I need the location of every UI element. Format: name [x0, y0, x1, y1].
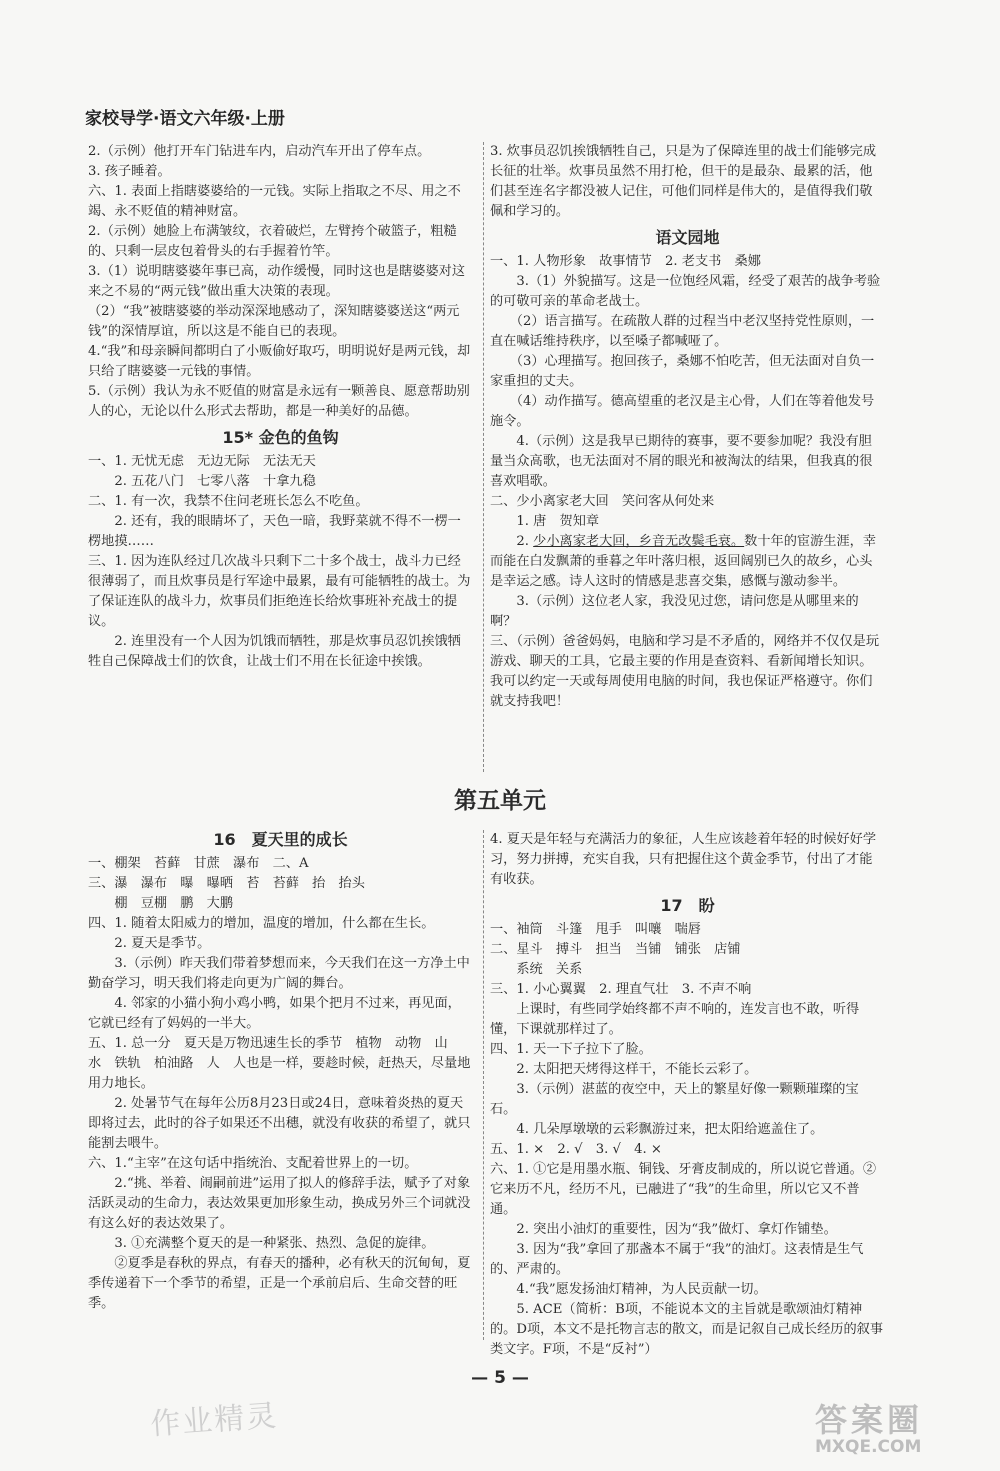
text-line: [490, 532, 885, 592]
text-fragment: 2.: [490, 534, 534, 549]
text-line: 4. 邻家的小猫小狗小鸡小鸭，如果个把月不过来，再见面，它就已经有了妈妈的一半大。: [88, 996, 461, 1031]
text-line: 2. 连里没有一个人因为饥饿而牺牲，那是炊事员忍饥挨饿牺牲自己保障战士们的饮食，让战士们不用在长征途中挨饿。: [88, 634, 461, 669]
text-line: 四、1. 天一下子拉下了脸。: [490, 1042, 652, 1057]
right-bottom-column: [490, 830, 885, 1360]
text-line: 六、1. 表面上指瞎婆婆给的一元钱。实际上指取之不尽、用之不竭、永不贬值的精神财富。: [88, 184, 461, 219]
text-line: 2. 还有，我的眼睛坏了，天色一暗，我野菜就不得不一楞一楞地摸……: [88, 514, 461, 549]
watermark-cn: 答案圈: [815, 1401, 924, 1439]
text-line: 一、袖筒 斗篷 甩手 叫嚷 喘唇: [490, 922, 701, 937]
text-line: 2.（示例）他打开车门钻进车内，启动汽车开出了停车点。: [88, 144, 431, 159]
page-number: — 5 —: [471, 1368, 529, 1388]
text-line: （3）心理描写。抱回孩子，桑娜不怕吃苦，但无法面对自负一家重担的丈夫。: [490, 354, 875, 389]
text-line: 三、1. 因为连队经过几次战斗只剩下二十多个战士，战斗力已经很薄弱了，而且炊事员是行军途中最累，最有可能牺牲的战士。为了保证连队的战斗力，炊事员们拒绝连长给炊事班补充战士的提议。: [88, 554, 471, 629]
text-line: 三、瀑 瀑布 曝 曝晒 苔 苔藓 抬 抬头: [88, 876, 365, 891]
text-line: 2. 处暑节气在每年公历8月23日或24日，意味着炎热的夏天即将过去，此时的谷子如果还不出穗，就没有收获的希望了，就只能割去喂牛。: [88, 1096, 471, 1151]
left-bottom-column: [88, 830, 473, 1314]
text-line: 3.（示例）昨天我们带着梦想而来，今天我们在这一方净土中勤奋学习，明天我们将走向更为广阔的舞台。: [88, 956, 470, 991]
text-line: 五、1. × 2. √ 3. √ 4. ×: [490, 1142, 662, 1157]
text-line: 五、1. 总一分 夏天是万物迅速生长的季节 植物 动物 山 水 铁轨 柏油路 人 人也是一样，要趁时候，赶热天，尽量地用力地长。: [88, 1036, 471, 1091]
page-header: 家校导学·语文六年级·上册: [85, 109, 285, 129]
section-title-17: 17 盼: [660, 896, 715, 915]
section-title-15: 15* 金色的鱼钩: [222, 428, 339, 447]
text-line: 六、1.“主宰”在这句话中指统治、支配着世界上的一切。: [88, 1156, 418, 1171]
watermark-logo: [815, 1395, 980, 1465]
text-line: 1. 唐 贺知章: [490, 514, 600, 529]
text-line: 二、1. 有一次，我禁不住问老班长怎么不吃鱼。: [88, 494, 369, 509]
text-line: 5.（示例）我认为永不贬值的财富是永远有一颗善良、愿意帮助别人的心，无论以什么形式去帮助，都是一种美好的品德。: [88, 384, 470, 419]
text-line: 上课时，有些同学始终都不声不响的，连发言也不敢，听得懂，下课就那样过了。: [490, 1002, 860, 1037]
text-line: （2）语言描写。在疏散人群的过程当中老汉坚持党性原则，一直在喊话维持秩序，以至嗓子都喊哑了。: [490, 314, 875, 349]
text-line: 5. ACE（简析：B项，不能说本文的主旨就是歌颂油灯精神的。D项，本文不是托物言志的散文，而是记叙自己成长经历的叙事类文字。F项，不是“反衬”）: [490, 1302, 884, 1357]
unit-title: 第五单元: [454, 788, 546, 814]
text-line: ②夏季是春秋的界点，有春天的播种，必有秋天的沉甸甸，夏季传递着下一个季节的希望，正是一个承前启后、生命交替的旺季。: [88, 1256, 471, 1311]
text-line: 一、棚架 苔藓 甘蔗 瀑布 二、A: [88, 856, 309, 871]
text-line: 2.“挑、举着、闹嗣前进”运用了拟人的修辞手法，赋予了对象活跃灵动的生命力，表达效果更加形象生动，换成另外三个词就没有这么好的表达效果了。: [88, 1176, 471, 1231]
watermark-en: MXQE.COM: [815, 1437, 922, 1457]
text-line: 4.“我”愿发扬油灯精神，为人民贡献一切。: [490, 1282, 767, 1297]
text-line: 三、（示例）爸爸妈妈，电脑和学习是不矛盾的，网络并不仅仅是玩游戏、聊天的工具，它最主要的作用是查资料、看新闻增长知识。我可以约定一天或每周使用电脑的时间，我也保证严格遵守。你们就支持我吧！: [490, 634, 880, 709]
column-divider-bottom: [483, 830, 484, 1340]
text-line: 3.（示例）这位老人家，我没见过您，请问您是从哪里来的啊？: [490, 594, 859, 629]
text-line: 2.（示例）她脸上布满皱纹，衣着破烂，左臂挎个破篮子，粗糙的、只剩一层皮包着骨头的右手握着竹竿。: [88, 224, 457, 259]
text-line: 2. 太阳把天烤得这样干，不能长云彩了。: [490, 1062, 758, 1077]
column-divider-top: [483, 142, 484, 772]
text-line: 3. 因为“我”拿回了那盏本不属于“我”的油灯。这表情是生气的、严肃的。: [490, 1242, 864, 1277]
text-line: 四、1. 随着太阳威力的增加，温度的增加，什么都在生长。: [88, 916, 435, 931]
left-top-column: [88, 142, 473, 672]
text-line: 4. 几朵厚墩墩的云彩飘游过来，把太阳给遮盖住了。: [490, 1122, 824, 1137]
text-line: 3. 孩子睡着。: [88, 164, 171, 179]
text-line: 2. 五花八门 七零八落 十拿九稳: [88, 474, 316, 489]
text-line: 系统 关系: [490, 962, 583, 977]
text-line: 4.（示例）这是我早已期待的赛事，要不要参加呢？我没有胆量当众高歌，也无法面对不屑的眼光和被淘汰的结果，但我真的很喜欢唱歌。: [490, 434, 873, 489]
section-title-ywyd: 语文园地: [655, 228, 720, 247]
text-line: 2. 突出小油灯的重要性，因为“我”做灯、拿灯作铺垫。: [490, 1222, 837, 1237]
section-title-16: 16 夏天里的成长: [213, 830, 348, 849]
text-line: 二、少小离家老大回 笑问客从何处来: [490, 494, 715, 509]
text-line: 4. 夏天是年轻与充满活力的象征，人生应该趁着年轻的时候好好学习，努力拼搏，充实自我，只有把握住这个黄金季节，付出了才能有收获。: [490, 832, 877, 887]
text-line: 三、1. 小心翼翼 2. 理直气壮 3. 不声不响: [490, 982, 752, 997]
text-line: 3. ①充满整个夏天的是一种紧张、热烈、急促的旋律。: [88, 1236, 435, 1251]
text-line: 3.（1）外貌描写。这是一位饱经风霜，经受了艰苦的战争考验的可敬可亲的革命老战士。: [490, 274, 881, 309]
text-line: 3. 炊事员忍饥挨饿牺牲自己，只是为了保障连里的战士们能够完成长征的壮举。炊事员虽然不用打枪，但干的是最杂、最累的活，他们甚至连名字都没被人记住，可他们同样是伟大的，是值得我们敬佩和学习的。: [490, 144, 877, 219]
underlined-verse: 少小离家老大回，乡音无改鬓毛衰。: [533, 534, 745, 549]
text-line: 六、1. ①它是用墨水瓶、铜钱、牙膏皮制成的，所以说它普通。②它来历不凡，经历不凡，已融进了“我”的生命里，所以它又不普通。: [490, 1162, 877, 1217]
text-line: （4）动作描写。德高望重的老汉是主心骨，人们在等着他发号施令。: [490, 394, 875, 429]
text-line: 4.“我”和母亲瞬间都明白了小贩偷好取巧，明明说好是两元钱，却只给了瞎婆婆一元钱的事情。: [88, 344, 471, 379]
text-line: 2. 夏天是季节。: [88, 936, 211, 951]
text-line: 3.（示例）湛蓝的夜空中，天上的繁星好像一颗颗璀璨的宝石。: [490, 1082, 859, 1117]
text-line: 棚 豆棚 鹏 大鹏: [88, 896, 234, 911]
stamp-logo: 作业精灵: [149, 1398, 280, 1443]
text-line: 一、1. 人物形象 故事情节 2. 老支书 桑娜: [490, 254, 761, 269]
text-line: （2）“我”被瞎婆婆的举动深深地感动了，深知瞎婆婆送这“两元钱”的深情厚谊，所以这是不能自已的表现。: [88, 304, 460, 339]
right-top-column: [490, 142, 885, 712]
text-line: 二、星斗 搏斗 担当 当铺 铺张 店铺: [490, 942, 741, 957]
text-fragment: 数十年的宦游生涯，幸而能在白发飘萧的垂暮之年叶落归根，返回阔别已久的故乡，心头是幸运之感。诗人这时的情感是悲喜交集，感慨与激动参半。: [490, 534, 877, 589]
text-line: 一、1. 无忧无虑 无边无际 无法无天: [88, 454, 316, 469]
text-line: 3.（1）说明瞎婆婆年事已高，动作缓慢，同时这也是瞎婆婆对这来之不易的“两元钱”做出重大决策的表现。: [88, 264, 466, 299]
